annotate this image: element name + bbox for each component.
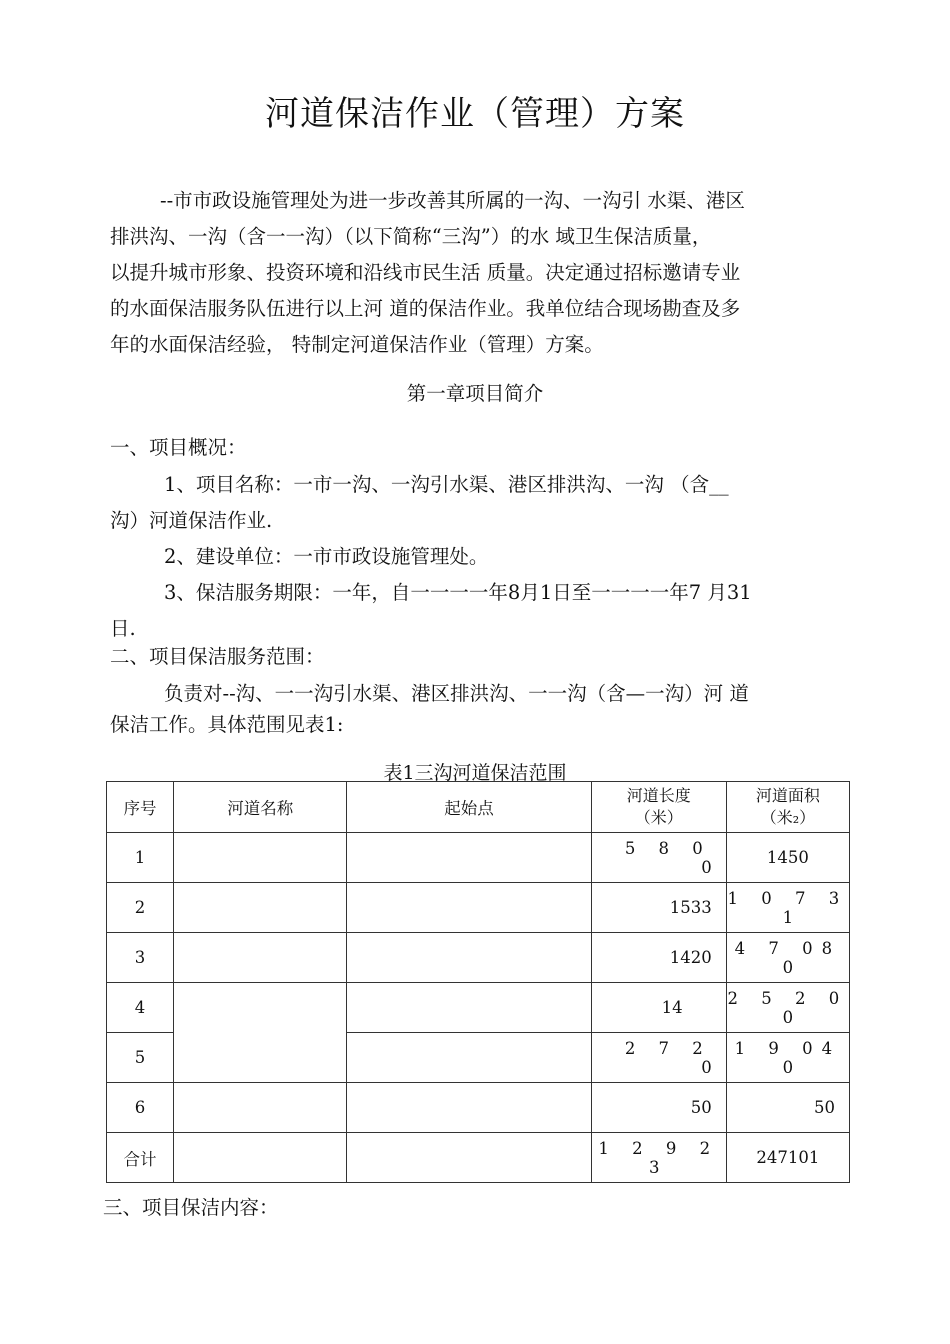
- total-length: [591, 1133, 726, 1183]
- table-row: [107, 1083, 850, 1133]
- row-length-value: 14: [661, 998, 683, 1017]
- row-length: [591, 833, 726, 883]
- row-area-wrap: 0: [782, 957, 794, 977]
- service-period-line-2: 日.: [110, 617, 136, 640]
- row-area-value: 4 7 08: [734, 938, 842, 958]
- row-area-wrap: 0: [782, 1057, 794, 1077]
- row-area-value: 1 9 04: [734, 1038, 842, 1058]
- row-area: [726, 983, 849, 1033]
- row-length-value: 2 7 2: [624, 1038, 712, 1058]
- service-period-line-1: 3、保洁服务期限：一年，自一一一一年8月1日至一一一一年7 月31: [164, 581, 752, 604]
- row-area-value: 50: [814, 1098, 835, 1117]
- row-name: [174, 833, 347, 883]
- header-river-name: 河道名称: [174, 782, 347, 833]
- section-heading-1: 一、项目概况：: [110, 436, 247, 459]
- row-length-wrap: 0: [701, 857, 712, 877]
- row-area-value: 1 0 7 3: [727, 888, 849, 908]
- row-length: [591, 883, 726, 933]
- scope-line-1: 负责对--沟、一一沟引水渠、港区排洪沟、一一沟（含—一沟）河 道: [164, 682, 749, 705]
- scope-table: [106, 781, 850, 1183]
- row-length-value: 1533: [669, 898, 712, 917]
- row-length: [591, 983, 726, 1033]
- chapter-heading: 第一章项目简介: [406, 382, 544, 405]
- header-area-unit: （米₂）: [760, 808, 816, 827]
- intro-line-4: 的水面保洁服务队伍进行以上河 道的保洁作业。我单位结合现场勘查及多: [110, 297, 741, 320]
- row-name: [174, 1083, 347, 1133]
- section-heading-2: 二、项目保洁服务范围：: [110, 645, 325, 668]
- table-row: [107, 833, 850, 883]
- header-start-end: 起始点: [347, 782, 591, 833]
- row-length-value: 50: [690, 1098, 712, 1117]
- row-length: [591, 1033, 726, 1083]
- row-length: [591, 1083, 726, 1133]
- row-area-wrap: 0: [782, 1007, 794, 1027]
- row-index: 5: [107, 1033, 174, 1083]
- project-name-line-1: 1、项目名称：一市一沟、一沟引水渠、港区排洪沟、一沟 （含__: [164, 473, 729, 496]
- row-index: 1: [107, 833, 174, 883]
- row-start-end: [347, 1033, 591, 1083]
- table-header-row: [107, 782, 850, 833]
- total-label: 合计: [107, 1133, 174, 1183]
- table-row: [107, 983, 850, 1033]
- intro-line-3: 以提升城市形象、投资环境和沿线市民生活 质量。决定通过招标邀请专业: [110, 261, 741, 284]
- row-name: [174, 933, 347, 983]
- total-start-end: [347, 1133, 591, 1183]
- table-caption: 表1三沟河道保洁范围: [383, 762, 567, 784]
- row-area: [726, 883, 849, 933]
- row-index: 2: [107, 883, 174, 933]
- row-area-value: 2 5 2 0: [727, 988, 849, 1008]
- row-length-value: 1420: [669, 948, 712, 967]
- row-area: [726, 1083, 849, 1133]
- total-name: [174, 1133, 347, 1183]
- header-length: [591, 782, 726, 833]
- row-index: 3: [107, 933, 174, 983]
- row-area: [726, 933, 849, 983]
- row-start-end: [347, 883, 591, 933]
- table-row: [107, 883, 850, 933]
- row-area: [726, 1033, 849, 1083]
- construction-unit: 2、建设单位：一市市政设施管理处。: [164, 545, 489, 568]
- row-start-end: [347, 833, 591, 883]
- row-length-wrap: 0: [701, 1057, 712, 1077]
- total-length-value: 1 2 9 2 3: [598, 1138, 720, 1177]
- row-area-value: 1450: [766, 848, 809, 867]
- row-area: [726, 833, 849, 883]
- intro-line-2: 排洪沟、一沟（含一一沟）（以下简称“三沟”）的水 域卫生保洁质量，: [110, 225, 712, 248]
- row-start-end: [347, 983, 591, 1033]
- row-index: 4: [107, 983, 174, 1033]
- scope-line-2: 保洁工作。具体范围见表1:: [110, 713, 344, 736]
- header-area-label: 河道面积: [755, 786, 820, 805]
- intro-line-5: 年的水面保洁经验， 特制定河道保洁作业（管理）方案。: [110, 333, 604, 356]
- table-total-row: [107, 1133, 850, 1183]
- row-length: [591, 933, 726, 983]
- row-start-end: [347, 1083, 591, 1133]
- document-title: 河道保洁作业（管理）方案: [265, 94, 685, 134]
- row-length-value: 5 8 0: [624, 838, 712, 858]
- row-start-end: [347, 933, 591, 983]
- header-length-label: 河道长度: [626, 786, 691, 805]
- intro-line-1: --市市政设施管理处为进一步改善其所属的一沟、一沟引 水渠、港区: [160, 189, 745, 212]
- row-area-wrap: 1: [782, 907, 794, 927]
- project-name-line-2: 沟）河道保洁作业.: [110, 509, 273, 532]
- row-index: 6: [107, 1083, 174, 1133]
- header-index: 序号: [107, 782, 174, 833]
- header-length-unit: （米）: [634, 808, 683, 827]
- section-heading-3: 三、项目保洁内容：: [103, 1196, 279, 1219]
- table-row: [107, 933, 850, 983]
- total-area: 247101: [726, 1133, 849, 1183]
- header-area: [726, 782, 849, 833]
- row-name: [174, 983, 347, 1083]
- row-name: [174, 883, 347, 933]
